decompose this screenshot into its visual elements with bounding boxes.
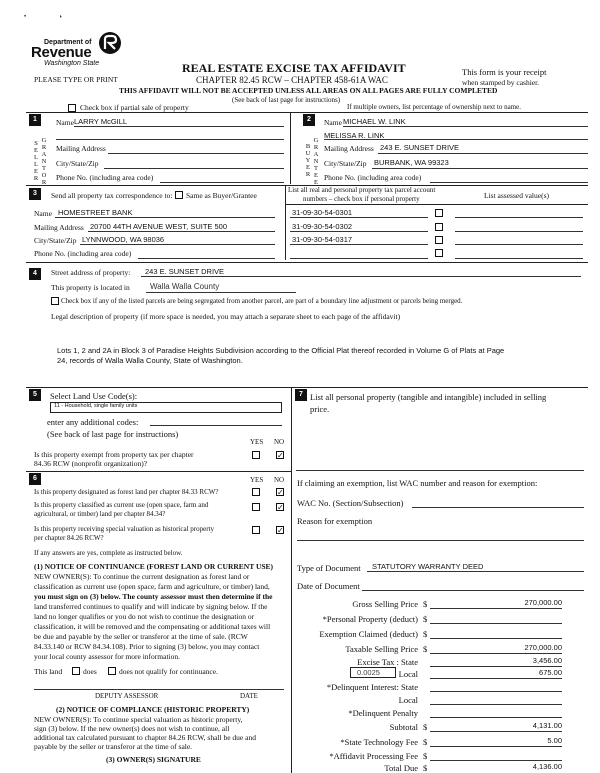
subtotal-value[interactable]: 4,131.00 [532,721,562,730]
forest-yes-checkbox[interactable] [252,488,260,496]
buyer-city[interactable]: BURBANK, WA 99323 [374,158,449,167]
buyer-side-label: B U Y E R [305,143,311,178]
taxable-label: Taxable Selling Price [345,644,418,654]
doc-type[interactable]: STATUTORY WARRANTY DEED [372,562,484,571]
exempt-no-checkbox[interactable]: ✓ [277,451,284,460]
notice1-line: classification, it will be removed and the compensating or additional taxes will [34,622,271,631]
parcel-header-1: List all real and personal property tax parcel account [288,186,436,194]
this-land-label: This land [34,667,63,676]
notice1-line: land no longer qualifies or you do not wish to continue the designation or [34,612,255,621]
section-2-badge: 2 [303,114,315,126]
section-4-badge: 4 [29,268,41,280]
buyer-name-1[interactable]: MICHAEL W. LINK [343,117,406,126]
land-use-see-back: (See back of last page for instructions) [47,429,179,439]
exempt-yes-checkbox[interactable] [252,451,260,459]
notice1-line: classification as current use (open space, farm and agriculture, or timber) land, [34,582,270,591]
seller-name-label: Name [56,118,74,127]
partial-sale-label: Check box if partial sale of property [80,103,189,112]
notice2-line: payable by the seller or transferor at the time of sale. [34,742,193,751]
exempt-question-2: 84.36 RCW (nonprofit organization)? [34,459,148,468]
exempt-question-1: Is this property exempt from property tax per chapter [34,450,194,459]
penalty-label: *Delinquent Penalty [348,708,418,718]
corr-city-label: City/State/Zip [34,236,77,245]
forest-no-checkbox[interactable]: ✓ [277,488,284,497]
section-3-badge: 3 [29,188,41,200]
parcel-3-checkbox[interactable] [435,236,443,244]
form-title: REAL ESTATE EXCISE TAX AFFIDAVIT [182,61,406,75]
corr-mailing-label: Mailing Address [34,223,84,232]
parcel-4-checkbox[interactable] [435,249,443,257]
select-land-use-label: Select Land Use Code(s): [50,391,138,401]
subtotal-currency: $ [423,722,428,732]
excise-local-value[interactable]: 675.00 [539,668,562,677]
parcel-1-checkbox[interactable] [435,209,443,217]
personal-property-label-1: List all personal property (tangible and intangible) included in selling [310,392,547,402]
gross-currency: $ [423,599,428,609]
does-not-label: does not qualify for continuance. [119,667,218,676]
excise-local-label: Local [398,669,418,679]
total-due-label: Total Due [384,763,418,773]
historical-no-checkbox[interactable]: ✓ [277,526,284,535]
seller-mailing-label: Mailing Address [56,144,106,153]
same-as-buyer-label: Same as Buyer/Grantee [186,191,257,200]
historical-question-1: Is this property receiving special valuation as historical property [34,525,215,533]
interest-local-label: Local [398,695,418,705]
send-correspondence-label: Send all property tax correspondence to: [51,191,173,200]
personal-property-label-2: price. [310,404,330,414]
notice1-line: you must sign on (3) below. The county assessor must then determine if the [34,592,273,601]
excise-state-value[interactable]: 3,456.00 [532,656,562,665]
doc-date-label: Date of Document [297,581,360,591]
subtotal-label: Subtotal [389,722,418,732]
notice-2-title: (2) NOTICE OF COMPLIANCE (HISTORIC PROPERTY) [56,705,250,714]
buyer-mailing[interactable]: 243 E. SUNSET DRIVE [380,143,460,152]
notice1-line: 84.33.140 or RCW 84.34.108). Prior to signing (3) below, you may contact [34,642,260,651]
segregated-label: Check box if any of the listed parcels are being segregated from another parcel, are part of a boundary line adjustment or parcels being merged. [61,297,463,305]
legal-description-1[interactable]: Lots 1, 2 and 2A in Block 3 of Paradise Heights Subdivision according to the Official Plat thereof recorded in Volume G of Plats at Page [57,346,505,355]
seller-name[interactable]: LARRY McGILL [74,117,128,126]
taxable-value[interactable]: 270,000.00 [524,643,562,652]
processing-fee-currency: $ [423,751,428,761]
parcel-1[interactable]: 31-09-30-54-0301 [292,208,353,217]
please-type: PLEASE TYPE OR PRINT [34,75,118,84]
receipt-line-2: when stamped by cashier. [462,78,540,87]
notice2-line: NEW OWNER(S): To continue special valuation as historic property, [34,715,243,724]
doc-type-label: Type of Document [297,563,361,573]
multiple-owners-note: If multiple owners, list percentage of ownership next to name. [347,103,521,111]
corr-city[interactable]: LYNNWOOD, WA 98036 [82,235,165,244]
section-6-badge: 6 [29,473,41,485]
reason-label: Reason for exemption [297,516,373,526]
processing-fee-label: *Affidavit Processing Fee [329,751,418,761]
excise-state-label: Excise Tax : State [357,657,418,667]
buyer-phone-label: Phone No. (including area code) [324,173,422,182]
segregated-checkbox[interactable] [51,297,59,305]
land-use-code: 11 - Household, single family units [54,403,138,409]
owner-signature-label: (3) OWNER(S) SIGNATURE [106,755,201,764]
street-label: Street address of property: [51,268,131,277]
seller-city-label: City/State/Zip [56,159,99,168]
notice1-line: be due and payable by the seller or transferor at the time of sale. (RCW [34,632,248,641]
logo-state: Washington State [44,60,100,67]
local-rate: 0.0025 [357,668,380,677]
buyer-name-2[interactable]: MELISSA R. LINK [324,131,385,140]
located-label: This property is located in [51,283,130,292]
seller-side-label: S E L L E R [33,140,39,182]
wac-label: WAC No. (Section/Subsection) [297,498,404,508]
located-county[interactable]: Walla Walla County [150,282,220,291]
form-warning: THIS AFFIDAVIT WILL NOT BE ACCEPTED UNLESS ALL AREAS ON ALL PAGES ARE FULLY COMPLETED [119,86,498,95]
if-yes-note: If any answers are yes, complete as instructed below. [34,549,183,557]
street-address[interactable]: 243 E. SUNSET DRIVE [145,267,225,276]
does-checkbox[interactable] [72,667,80,675]
parcel-header-2: numbers – check box if personal property [303,195,420,203]
parcel-3[interactable]: 31-09-30-54-0317 [292,235,353,244]
historical-yes-checkbox[interactable] [252,526,260,534]
total-due-currency: $ [423,763,428,773]
current-use-no-checkbox[interactable]: ✓ [277,503,284,512]
does-label: does [83,667,97,676]
partial-sale-checkbox[interactable] [68,104,76,112]
gross-value[interactable]: 270,000.00 [524,598,562,607]
taxable-currency: $ [423,644,428,654]
current-use-question-2: agricultural, or timber) land per chapter 84.34? [34,510,166,518]
current-use-yes-checkbox[interactable] [252,503,260,511]
assessed-header: List assessed value(s) [484,191,549,200]
logo-name: Revenue [31,44,92,61]
see-back: (See back of last page for instructions) [232,96,341,104]
parcel-2-checkbox[interactable] [435,223,443,231]
corr-phone-label: Phone No. (including area code) [34,249,132,258]
deputy-assessor-label: DEPUTY ASSESSOR [95,692,159,700]
buyer-city-label: City/State/Zip [324,159,367,168]
interest-state-label: *Delinquent Interest: State [326,682,418,692]
current-use-question-1: Is this property classified as current use (open space, farm and [34,501,209,509]
corr-mailing[interactable]: 20700 44TH AVENUE WEST, SUITE 500 [90,222,228,231]
notice1-line: NEW OWNER(S): To continue the current designation as forest land or [34,572,250,581]
section-1-badge: 1 [29,114,41,126]
legal-label: Legal description of property (if more space is needed, you may attach a separate sheet to each page of the affidavit) [51,312,401,321]
notice1-line: land transferred continues to qualify and will indicate by signing below. If the [34,602,268,611]
gross-label: Gross Selling Price [352,599,418,609]
assessor-date-label: DATE [240,692,258,700]
exemption-deduct-label: Exemption Claimed (deduct) [319,629,418,639]
form-chapter: CHAPTER 82.45 RCW – CHAPTER 458-61A WAC [196,75,388,85]
logo-dept: Department of [44,39,92,46]
forest-question: Is this property designated as forest land per chapter 84.33 RCW? [34,488,219,496]
notice2-line: additional tax calculated pursuant to chapter 84.26 RCW, shall be due and [34,733,256,742]
notice-1-title: (1) NOTICE OF CONTINUANCE (FOREST LAND OR CURRENT USE) [34,562,274,571]
exemption-label: If claiming an exemption, list WAC number and reason for exemption: [297,478,538,488]
no-header-5: NO [274,438,285,446]
section-5-badge: 5 [29,389,41,401]
same-as-buyer-checkbox[interactable] [175,191,183,199]
tech-fee-value[interactable]: 5.00 [547,736,562,745]
buyer-mailing-label: Mailing Address [324,144,374,153]
notice1-line: your local county assessor for more information. [34,652,181,661]
personal-currency: $ [423,614,428,624]
no-header-6: NO [274,476,285,484]
section-7-badge: 7 [295,389,307,401]
total-due-value[interactable]: 4,136.00 [532,762,562,771]
receipt-line-1: This form is your receipt [462,67,547,77]
yes-header-5: YES [250,438,264,446]
historical-question-2: per chapter 84.26 RCW? [34,534,104,542]
buyer-name-label: Name [324,118,342,127]
additional-codes-label: enter any additional codes: [47,417,139,427]
personal-deduct-label: *Personal Property (deduct) [322,614,418,624]
tech-fee-currency: $ [423,737,428,747]
does-not-checkbox[interactable] [108,667,116,675]
revenue-logo-icon [98,31,122,55]
tech-fee-label: *State Technology Fee [340,737,418,747]
yes-header-6: YES [250,476,264,484]
legal-description-2[interactable]: 24, records of Walla Walla County, State of Washington. [57,356,243,365]
parcel-2[interactable]: 31-09-30-54-0302 [292,222,353,231]
notice2-line: sign (3) below. If the new owner(s) does not wish to continue, all [34,724,230,733]
seller-phone-label: Phone No. (including area code) [56,173,154,182]
corr-name[interactable]: HOMESTREET BANK [58,208,133,217]
corr-name-label: Name [34,209,52,218]
exemption-currency: $ [423,629,428,639]
